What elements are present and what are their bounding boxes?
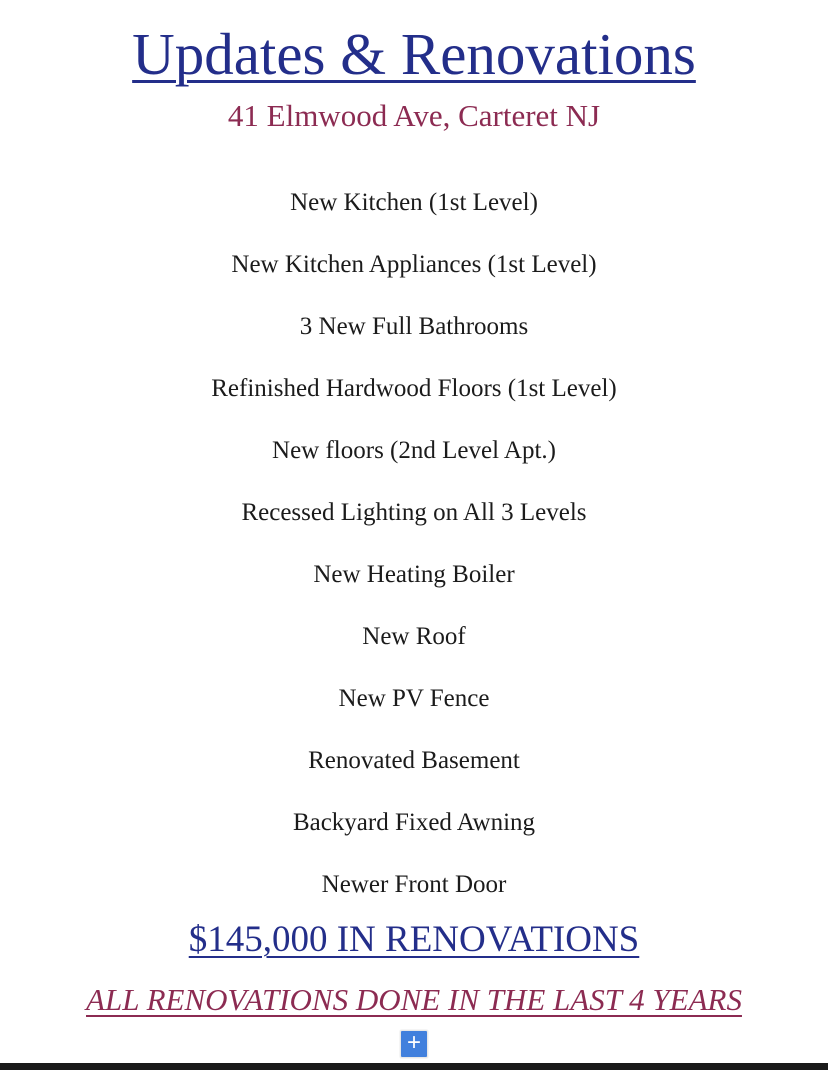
bottom-edge-bar	[0, 1063, 828, 1070]
renovation-timeframe-line: ALL RENOVATIONS DONE IN THE LAST 4 YEARS	[86, 982, 742, 1018]
property-address-subtitle: 41 Elmwood Ave, Carteret NJ	[227, 97, 601, 133]
plus-icon: +	[406, 1029, 421, 1057]
list-item: New Kitchen (1st Level)	[290, 189, 538, 217]
list-item: Backyard Fixed Awning	[292, 809, 536, 837]
list-item: New PV Fence	[338, 685, 490, 713]
list-item: New Kitchen Appliances (1st Level)	[231, 251, 597, 279]
list-item: New Roof	[362, 623, 466, 651]
list-item: Recessed Lighting on All 3 Levels	[241, 499, 587, 527]
list-item: 3 New Full Bathrooms	[299, 313, 529, 341]
renovation-item-list	[0, 172, 828, 916]
list-item: New Heating Boiler	[313, 561, 515, 589]
add-button[interactable]	[400, 1030, 428, 1058]
page-title: Updates & Renovations	[132, 21, 696, 87]
list-item: Newer Front Door	[321, 871, 507, 899]
list-item: New floors (2nd Level Apt.)	[272, 437, 556, 465]
list-item: Refinished Hardwood Floors (1st Level)	[211, 375, 617, 403]
list-item: Renovated Basement	[308, 747, 520, 775]
renovation-total-line: $145,000 IN RENOVATIONS	[188, 919, 640, 961]
